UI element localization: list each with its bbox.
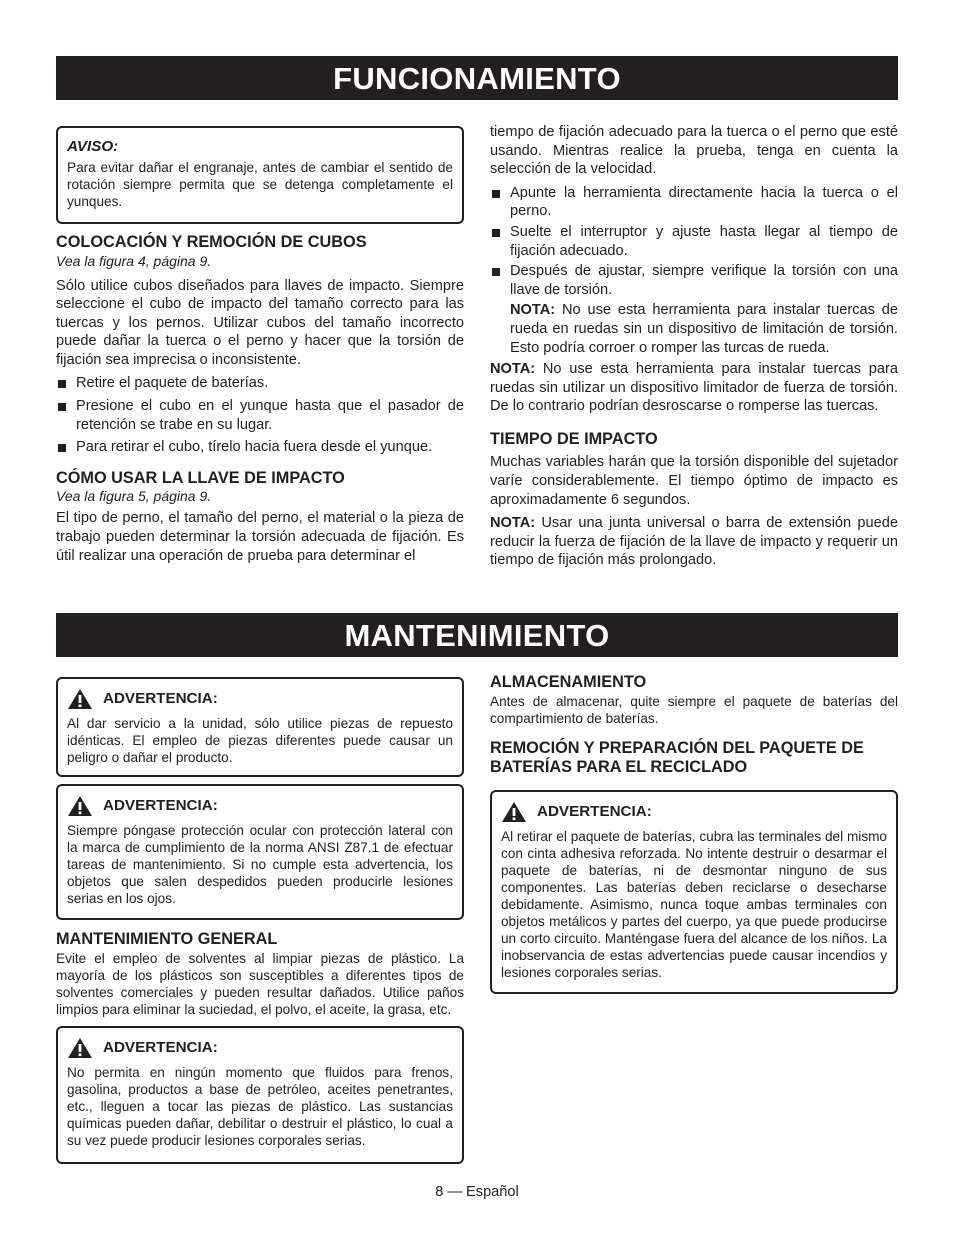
funcionamiento-banner: FUNCIONAMIENTO [56,56,898,100]
funcionamiento-right-column [490,123,898,570]
warning-title [67,795,453,817]
warning-triangle-icon [67,1037,93,1059]
list-item: Presione el cubo en el yunque hasta que el pasador de retención se trabe en su lugar. [56,397,464,434]
warning-title [67,688,453,710]
nota-text: No use esta herramienta para instalar tuercas para ruedas sin utilizar un dispositivo limitador de fuerza de torsión. De lo contrario podrían desroscarse o romperse las tuercas. [490,361,898,415]
tiempo-nota [490,514,898,570]
tiempo-heading: TIEMPO DE IMPACTO [490,429,658,448]
cubos-bullet-list [56,374,464,456]
warning-text: Al dar servicio a la unidad, sólo utilice piezas de repuesto idénticas. El empleo de piezas diferentes puede causar un peligro o dañar el producto. [67,716,453,765]
uso-text-continued: tiempo de fijación adecuado para la tuerca o el perno que esté usando. Mientras realice la prueba, tenga en cuenta la selección de la velocidad. [490,124,898,178]
uso-nota [490,360,898,416]
uso-figure-ref: Vea la figura 5, página 9. [56,488,212,505]
nota-label: NOTA: [510,302,556,319]
nota-label: NOTA: [490,361,536,378]
warning-title [501,801,887,823]
warning-triangle-icon [67,795,93,817]
almacenamiento-text: Antes de almacenar, quite siempre el paquete de baterías del compartimiento de baterías. [490,693,898,726]
mantenimiento-right-column [490,673,898,994]
mantenimiento-general-heading: MANTENIMIENTO GENERAL [56,930,278,948]
warning-text: No permita en ningún momento que fluidos para frenos, gasolina, productos a base de petróleo, aceites penetrantes, etc., lleguen a tocar las piezas de plástico. Las sustancias químicas pueden dañar, debilitar o destruir el plástico, lo cual a su vez puede producir lesiones corporales serias. [67,1064,453,1148]
warning-box-proteccion [56,784,464,920]
aviso-title: AVISO: [67,138,119,155]
warning-title [67,1037,453,1059]
nota-label: NOTA: [490,515,536,532]
warning-box-fluidos [56,1026,464,1164]
warning-triangle-icon [501,801,527,823]
warning-title-text: ADVERTENCIA: [537,802,652,820]
mantenimiento-general-body [56,950,464,1018]
list-item: Después de ajustar, siempre verifique la torsión con una llave de torsión. [490,262,898,299]
mantenimiento-general-text: Evite el empleo de solventes al limpiar piezas de plástico. La mayoría de los plásticos son susceptibles a diferentes tipos de solventes comerciales y pueden resultar dañados. Utilice paños limpios para eliminar la suciedad, el polvo, el aceite, la grasa, etc. [56,950,464,1017]
almacenamiento-body [490,693,898,727]
almacenamiento-heading: ALMACENAMIENTO [490,673,647,691]
list-item: Suelte el interruptor y ajuste hasta llegar al tiempo de fijación adecuado. [490,223,898,260]
list-item: Para retirar el cubo, tírelo hacia fuera desde el yunque. [56,438,464,457]
uso-text: El tipo de perno, el tamaño del perno, el material o la pieza de trabajo pueden determinar la torsión adecuada de fijación. Es útil realizar una operación de prueba para determinar el [56,510,464,564]
list-item: Apunte la herramienta directamente hacia la tuerca o el perno. [490,184,898,221]
remocion-heading: REMOCIÓN Y PREPARACIÓN DEL PAQUETE DE BATERÍAS PARA EL RECICLADO [490,738,864,776]
warning-box-repuestos [56,677,464,777]
nota-text: No use esta herramienta para instalar tuercas de rueda en ruedas sin un dispositivo de limitación de torsión. Esto podría corroer o romper las turcas de rueda. [510,302,898,356]
funcionamiento-left-column [56,126,464,565]
warning-text: Siempre póngase protección ocular con protección lateral con la marca de cumplimiento de la norma ANSI Z87.1 de efectuar tareas de mantenimiento. Si no cumple esta advertencia, los objetos que salen despedidos pueden producirle lesiones serias en los ojos. [67,823,453,906]
cubos-text: Sólo utilice cubos diseñados para llaves de impacto. Siempre seleccione el cubo de impacto del tamaño correcto para las tuercas y los pernos. Utilizar cubos del tamaño incorrecto puede dañar la tuerca o el perno y hacer que la torsión de fijación sea imprecisa o inconsistente. [56,277,464,368]
cubos-figure-ref: Vea la figura 4, página 9. [56,252,212,269]
page-footer: 8 — Español [435,1184,519,1200]
warning-title-text: ADVERTENCIA: [103,797,218,814]
warning-box-baterias [490,790,898,994]
warning-text: Al retirar el paquete de baterías, cubra las terminales del mismo con cinta adhesiva reforzada. No intente destruir o desarmar el paquete de baterías, ni de desmontar ninguno de sus componentes. Las baterías deben reciclarse o desecharse debidamente. Asimismo, nunca toque ambas terminales con objetos metálicos y partes del cuerpo, ya que puede producirse un corto circuito. Manténgase fuera del alcance de los niños. La inobservancia de estas advertencias puede causar incendios y lesiones corporales serias. [501,828,887,980]
warning-triangle-icon [67,688,93,710]
uso-heading: CÓMO USAR LA LLAVE DE IMPACTO [56,468,345,487]
list-item: Retire el paquete de baterías. [56,374,464,393]
tiempo-text: Muchas variables harán que la torsión disponible del sujetador varíe considerablemente. El tiempo óptimo de impacto es aproximadamente 6 segundos. [490,454,898,508]
mantenimiento-banner: MANTENIMIENTO [56,613,898,657]
warning-title-text: ADVERTENCIA: [103,690,218,707]
nota-text: Usar una junta universal o barra de extensión puede reducir la fuerza de fijación de la llave de impacto y requerir un tiempo de fijación más prolongado. [490,515,898,569]
aviso-text: Para evitar dañar el engranaje, antes de cambiar el sentido de rotación siempre permita que se detenga completamente el yunques. [67,160,453,209]
uso-nota-indented [490,301,898,357]
uso-bullet-list [490,184,898,300]
mantenimiento-left-column [56,677,464,1164]
warning-title-text: ADVERTENCIA: [103,1038,218,1056]
cubos-heading: COLOCACIÓN Y REMOCIÓN DE CUBOS [56,233,367,251]
aviso-box [56,126,464,224]
